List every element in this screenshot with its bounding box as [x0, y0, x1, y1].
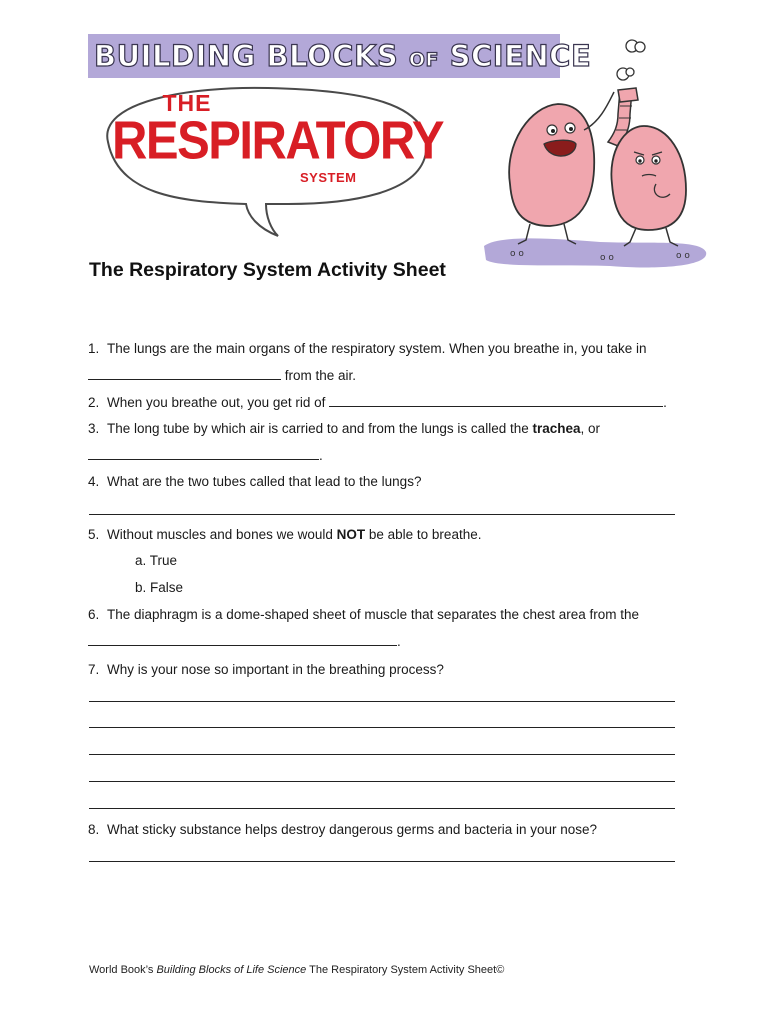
answer-line[interactable]	[89, 514, 675, 515]
svg-text:o o: o o	[676, 251, 690, 261]
banner-text-main: BUILDING BLOCKS	[94, 39, 409, 73]
question-text-after: .	[397, 634, 401, 649]
question-1-line-2	[88, 367, 356, 385]
question-3	[88, 420, 600, 438]
question-3-line-2	[88, 447, 323, 465]
question-text-after: .	[663, 395, 667, 410]
footer-prefix: World Book’s	[89, 964, 157, 976]
question-text: What are the two tubes called that lead to the lungs?	[107, 474, 422, 489]
question-number: 6.	[88, 607, 100, 622]
banner-text-of: OF	[408, 49, 440, 71]
option-false[interactable]: b. False	[135, 580, 184, 595]
question-number: 1.	[88, 341, 100, 356]
option-true[interactable]: a. True	[135, 553, 178, 568]
question-number: 8.	[88, 822, 100, 837]
question-text: The lungs are the main organs of the respiratory system. When you breathe in, you take in	[107, 341, 647, 356]
question-6	[88, 606, 639, 624]
question-number: 7.	[88, 662, 100, 677]
answer-blank[interactable]	[88, 367, 281, 380]
footer-book-title: Building Blocks of Life Science	[156, 964, 307, 976]
answer-line[interactable]	[89, 808, 675, 809]
answer-line[interactable]	[89, 861, 675, 862]
svg-text:o o: o o	[600, 253, 614, 263]
question-6-line-2	[88, 633, 401, 651]
question-text-2: be able to breathe.	[365, 527, 482, 542]
answer-blank[interactable]	[88, 447, 319, 460]
lungs-cartoon-illustration	[480, 34, 710, 274]
worksheet-title: The Respiratory System Activity Sheet	[89, 259, 446, 281]
banner-text-end: SCIENCE	[439, 39, 592, 73]
answer-blank[interactable]	[88, 633, 397, 646]
footer-suffix: The Respiratory System Activity Sheet©	[306, 964, 505, 976]
question-bold-term: trachea	[532, 421, 581, 436]
logo-system: SYSTEM	[300, 170, 357, 185]
svg-text:o o: o o	[510, 249, 524, 259]
question-text-2: , or	[580, 421, 601, 436]
question-number: 2.	[88, 395, 100, 410]
question-8	[88, 821, 597, 839]
question-5	[88, 526, 481, 544]
answer-line[interactable]	[89, 781, 675, 782]
answer-blank[interactable]	[329, 394, 663, 407]
question-4	[88, 473, 421, 491]
question-text: The diaphragm is a dome-shaped sheet of muscle that separates the chest area from the	[107, 607, 640, 622]
question-number: 5.	[88, 527, 100, 542]
answer-line[interactable]	[89, 727, 675, 728]
question-text-after: from the air.	[281, 368, 357, 383]
question-2	[88, 394, 667, 412]
question-1	[88, 340, 647, 358]
question-text: The long tube by which air is carried to and from the lungs is called the	[107, 421, 533, 436]
question-number: 3.	[88, 421, 100, 436]
answer-line[interactable]	[89, 701, 675, 702]
logo-respiratory: RESPIRATORY	[112, 111, 444, 171]
question-text: What sticky substance helps destroy dangerous germs and bacteria in your nose?	[107, 822, 598, 837]
question-bold-term: NOT	[336, 527, 366, 542]
question-number: 4.	[88, 474, 100, 489]
question-text: Without muscles and bones we would	[107, 527, 337, 542]
answer-line[interactable]	[89, 754, 675, 755]
question-7	[88, 661, 444, 679]
page-footer	[89, 964, 504, 976]
logo-the: THE	[162, 90, 212, 116]
question-text-after: .	[319, 448, 323, 463]
question-text: Why is your nose so important in the breathing process?	[107, 662, 444, 677]
question-text: When you breathe out, you get rid of	[107, 395, 330, 410]
